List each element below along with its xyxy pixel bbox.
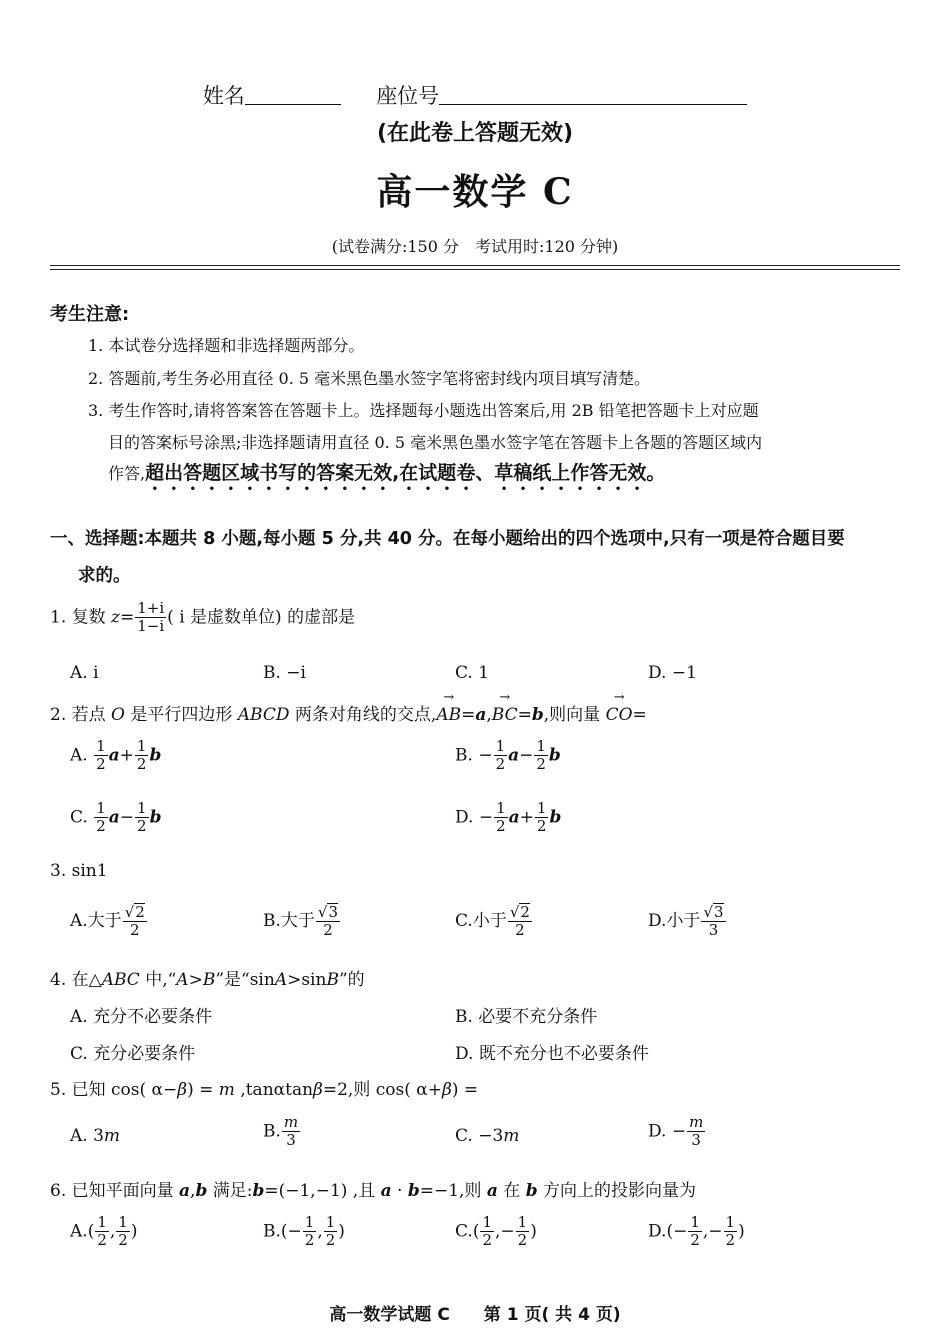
q2-option-d[interactable] [455,800,561,836]
q6-b: b [525,1181,538,1201]
q4-angle-a: A [274,970,288,990]
minus: − [287,1221,302,1242]
num: 1 [725,1213,736,1231]
option-text: C. −3 [455,1126,504,1146]
name-label: 姓名 [202,84,245,108]
a: a [508,745,520,766]
den: 2 [325,1231,336,1250]
num: 1 [536,737,546,755]
num: 1 [97,1213,107,1231]
radicand: 3 [328,903,339,921]
den: 2 [304,1231,315,1250]
option-var: m [503,1126,520,1146]
q3-option-d[interactable] [648,903,727,940]
b: b [149,745,162,766]
num: 1 [495,737,506,755]
q5-text: =2,则 cos( α+ [322,1080,442,1100]
radicand: 3 [714,903,724,921]
q6-option-a[interactable] [70,1214,137,1250]
q6-a: a [486,1181,498,1201]
fraction [535,800,549,836]
q2-text: = [632,705,647,725]
instruction-item-continued: 目的答案标号涂黑;非选择题请用直径 0. 5 毫米黑色墨水签字笔在答题卡上各题的答题区域内 [108,433,763,452]
name-seat-line [0,80,950,110]
sqrt-icon: √ [124,903,135,921]
q2-b: b [531,705,544,725]
sep: , [495,1221,501,1242]
option-letter: D. [455,807,474,828]
num [123,903,147,922]
q6-text: 6. 已知平面向量 [50,1181,180,1201]
b: b [549,807,562,828]
header-divider-bottom [50,269,900,270]
comparison-word: 大于 [280,910,315,931]
q6-option-c[interactable] [455,1214,537,1250]
radicand: 2 [135,903,145,921]
q4-triangle: ABC [101,970,140,990]
option-letter: B. [263,1221,281,1242]
q4-option-a[interactable]: A. 充分不必要条件 [70,1007,213,1027]
q5-option-c[interactable] [455,1126,519,1146]
page-title: 高一数学 C [376,171,574,213]
seat-blank [439,84,747,105]
question-5 [50,1075,478,1100]
q2-vector-bc: → BC [492,705,518,725]
q2-shape: ABCD [237,705,290,725]
q6-comma: , [190,1181,196,1201]
minus: − [673,1221,688,1242]
num: 1 [137,799,147,817]
page-footer: 高一数学试题 C 第 1 页( 共 4 页) [329,1305,621,1325]
fraction [324,1214,338,1250]
section-heading: 一、选择题:本题共 8 小题,每小题 5 分,共 40 分。在每小题给出的四个选项中,只有一项是符合题目要 [50,529,845,549]
fraction [724,1214,738,1250]
fraction [534,738,548,774]
q4-option-d[interactable]: D. 既不充分也不必要条件 [455,1044,649,1064]
fraction [95,1214,109,1250]
num: 1 [96,737,106,755]
num: 1 [118,1213,128,1231]
emphasized-warning: 超出答题区域书写的答案无效,在试题卷、草稿纸上作答无效。 [145,462,666,484]
q5-m: m [218,1080,235,1100]
num: 1 [96,799,106,817]
option-letter: C. [70,807,88,828]
paren: ( [666,1221,674,1242]
q2-option-c[interactable] [70,800,161,836]
fraction [123,903,147,940]
sqrt-icon: √ [509,903,520,921]
paren: ( [280,1221,288,1242]
q6-a: a [380,1181,392,1201]
fraction [94,800,108,836]
q6-a: a [179,1181,191,1201]
q6-option-b[interactable] [263,1214,345,1250]
a: a [108,807,120,828]
den: 3 [691,1131,701,1150]
option-letter: C. [455,1221,473,1242]
q1-suffix: ( i 是虚数单位) 的虚部是 [167,607,356,628]
q1-option-d[interactable]: D. −1 [648,663,697,683]
q6-text: =−1,则 [419,1181,487,1201]
no-answer-notice: (在此卷上答题无效) [376,121,574,146]
num: m [689,1113,704,1131]
num: m [283,1113,299,1131]
name-blank [245,84,341,105]
q1-option-b[interactable]: B. −i [263,663,306,683]
option-letter: D. − [648,1121,687,1142]
den: 2 [137,817,147,836]
instruction-prefix: 作答, [108,464,146,483]
q2-comma: , [486,705,492,725]
paren: ( [87,1221,95,1242]
q4-text: 中,“ [139,970,177,990]
q6-text: 方向上的投影向量为 [537,1181,696,1201]
fraction [480,1214,494,1250]
q5-text: ,tanαtan [234,1080,314,1100]
minus: − [500,1221,515,1242]
question-1 [50,600,355,636]
den: 2 [496,817,506,836]
fraction [316,903,340,940]
q4-angle-b: B [326,970,339,990]
q2-vector-ab: → AB [436,705,461,725]
q2-text: 两条对角线的交点, [289,705,437,725]
den: 2 [536,817,547,836]
fraction [688,1214,702,1250]
num: 1 [517,1213,528,1231]
q1-option-c[interactable]: C. 1 [455,663,490,683]
q2-point: O [111,705,125,725]
a: a [508,807,520,828]
q1-var: z [111,607,120,628]
comparison-word: 小于 [666,910,701,931]
fraction [494,800,508,836]
q4-text: >sin [287,970,327,990]
q1-option-a[interactable]: A. i [70,663,99,683]
den: 2 [482,1231,492,1250]
den: 2 [136,755,147,774]
num: 1 [136,737,147,755]
q2-a: a [475,705,487,725]
den: 2 [515,921,525,940]
q5-option-b[interactable] [263,1114,301,1150]
q6-text: =(−1,−1) ,且 [264,1181,381,1201]
option-letter: B. [455,745,473,766]
question-4 [50,965,365,990]
q1-num: 1+i [137,599,165,617]
q4-text: 4. 在△ [50,970,102,990]
den: 2 [118,1231,128,1250]
fraction [94,738,108,774]
q2-option-b[interactable] [455,738,561,774]
instruction-item-final [108,458,665,495]
q3-option-a[interactable] [70,903,148,940]
fraction [282,1114,300,1150]
instructions-heading: 考生注意: [50,304,130,325]
den: 2 [323,921,333,940]
option-letter: C. [455,910,473,931]
fraction [135,800,149,836]
q1-den: 1−i [137,617,165,636]
num [508,903,532,922]
q3-option-c[interactable] [455,903,533,940]
den: 3 [286,1131,296,1150]
paren: ) [130,1221,138,1242]
q5-beta: β [441,1080,452,1100]
minus: − [119,807,135,828]
q5-option-d[interactable] [648,1114,706,1150]
fraction [116,1214,130,1250]
den: 2 [725,1231,736,1250]
b: b [548,745,561,766]
num: 1 [304,1213,315,1231]
q1-eq: = [120,607,135,628]
q6-text: 满足: [207,1181,253,1201]
radicand: 2 [520,903,530,921]
num: 1 [325,1213,336,1231]
q2-text: 是平行四边形 [124,705,238,725]
q2-text: ,则向量 [543,705,606,725]
paren: ) [530,1221,537,1242]
den: 2 [690,1231,700,1250]
q4-condition: A>B [176,970,216,990]
option-letter: D. [648,910,667,931]
fraction [494,738,508,774]
q6-option-d[interactable] [648,1214,745,1250]
fraction [701,903,725,940]
paren: ( [472,1221,480,1242]
q5-option-a[interactable] [70,1126,120,1146]
fraction [303,1214,317,1250]
q2-text: 2. 若点 [50,705,112,725]
q2-option-a[interactable] [70,738,161,774]
option-letter: A. [70,745,88,766]
q3-option-b[interactable] [263,903,341,940]
q6-b: b [407,1181,420,1201]
b: b [149,807,162,828]
q6-dot: · [391,1181,408,1201]
den: 2 [97,1231,107,1250]
den: 2 [129,921,140,940]
num: 1 [482,1213,492,1231]
q2-eq: = [517,705,532,725]
header-divider-top [50,265,900,266]
minus: − [478,807,494,828]
option-letter: B. [263,910,281,931]
option-text: A. 3 [70,1126,104,1146]
instruction-item: 2. 答题前,考生务必用直径 0. 5 毫米黑色墨水签字笔将密封线内项目填写清楚。 [88,369,651,388]
fraction [135,738,149,774]
plus: + [119,745,134,766]
option-letter: A. [70,910,88,931]
num: 1 [496,799,506,817]
question-6 [50,1176,696,1201]
q4-text: ”的 [338,970,365,990]
q4-text: ”是“sin [215,970,275,990]
q6-b: b [195,1181,208,1201]
plus: + [519,807,534,828]
comparison-word: 大于 [87,910,122,931]
fraction [516,1214,530,1250]
q6-text: 在 [497,1181,526,1201]
instruction-item: 1. 本试卷分选择题和非选择题两部分。 [88,336,365,355]
den: 2 [536,755,546,774]
seat-label: 座位号 [376,84,440,108]
q2-vector-co: → CO [606,705,633,725]
q1-prefix: 1. 复数 [50,607,112,628]
minus: − [519,745,534,766]
instruction-item: 3. 考生作答时,请将答案答在答题卡上。选择题每小题选出答案后,用 2B 铅笔把答题卡上对应题 [88,401,759,420]
sqrt-icon: √ [317,903,328,921]
den: 2 [517,1231,528,1250]
q5-text: ) = [451,1080,479,1100]
q5-beta: β [177,1080,188,1100]
num: 1 [690,1213,700,1231]
fraction [508,903,532,940]
q4-option-c[interactable]: C. 充分必要条件 [70,1044,196,1064]
a: a [108,745,120,766]
sqrt-icon: √ [703,903,713,921]
q6-b: b [252,1181,265,1201]
option-var: m [103,1126,121,1146]
option-letter: B. [263,1121,281,1142]
question-2 [50,700,647,725]
option-letter: A. [70,1221,88,1242]
sep: , [317,1221,323,1242]
paren: ) [338,1221,345,1242]
q5-text: ) = [187,1080,219,1100]
num: 1 [536,799,547,817]
q5-beta: β [313,1080,323,1100]
q1-fraction [135,600,166,636]
paren: ) [738,1221,745,1242]
minus: − [708,1221,723,1242]
section-heading-continued: 求的。 [78,566,131,586]
num [701,903,725,922]
fraction [687,1114,705,1150]
sep: , [702,1221,709,1242]
den: 3 [708,921,719,940]
den: 2 [96,817,106,836]
q5-text: 5. 已知 cos( α− [50,1080,178,1100]
q2-eq: = [461,705,476,725]
q4-option-b[interactable]: B. 必要不充分条件 [455,1007,598,1027]
minus: − [478,745,493,766]
den: 2 [495,755,506,774]
num [316,903,340,922]
exam-info: (试卷满分:150 分 考试用时:120 分钟) [331,237,619,256]
option-letter: D. [648,1221,667,1242]
comparison-word: 小于 [472,910,507,931]
den: 2 [96,755,106,774]
sep: , [109,1221,116,1242]
question-3: 3. sin1 [50,861,108,881]
